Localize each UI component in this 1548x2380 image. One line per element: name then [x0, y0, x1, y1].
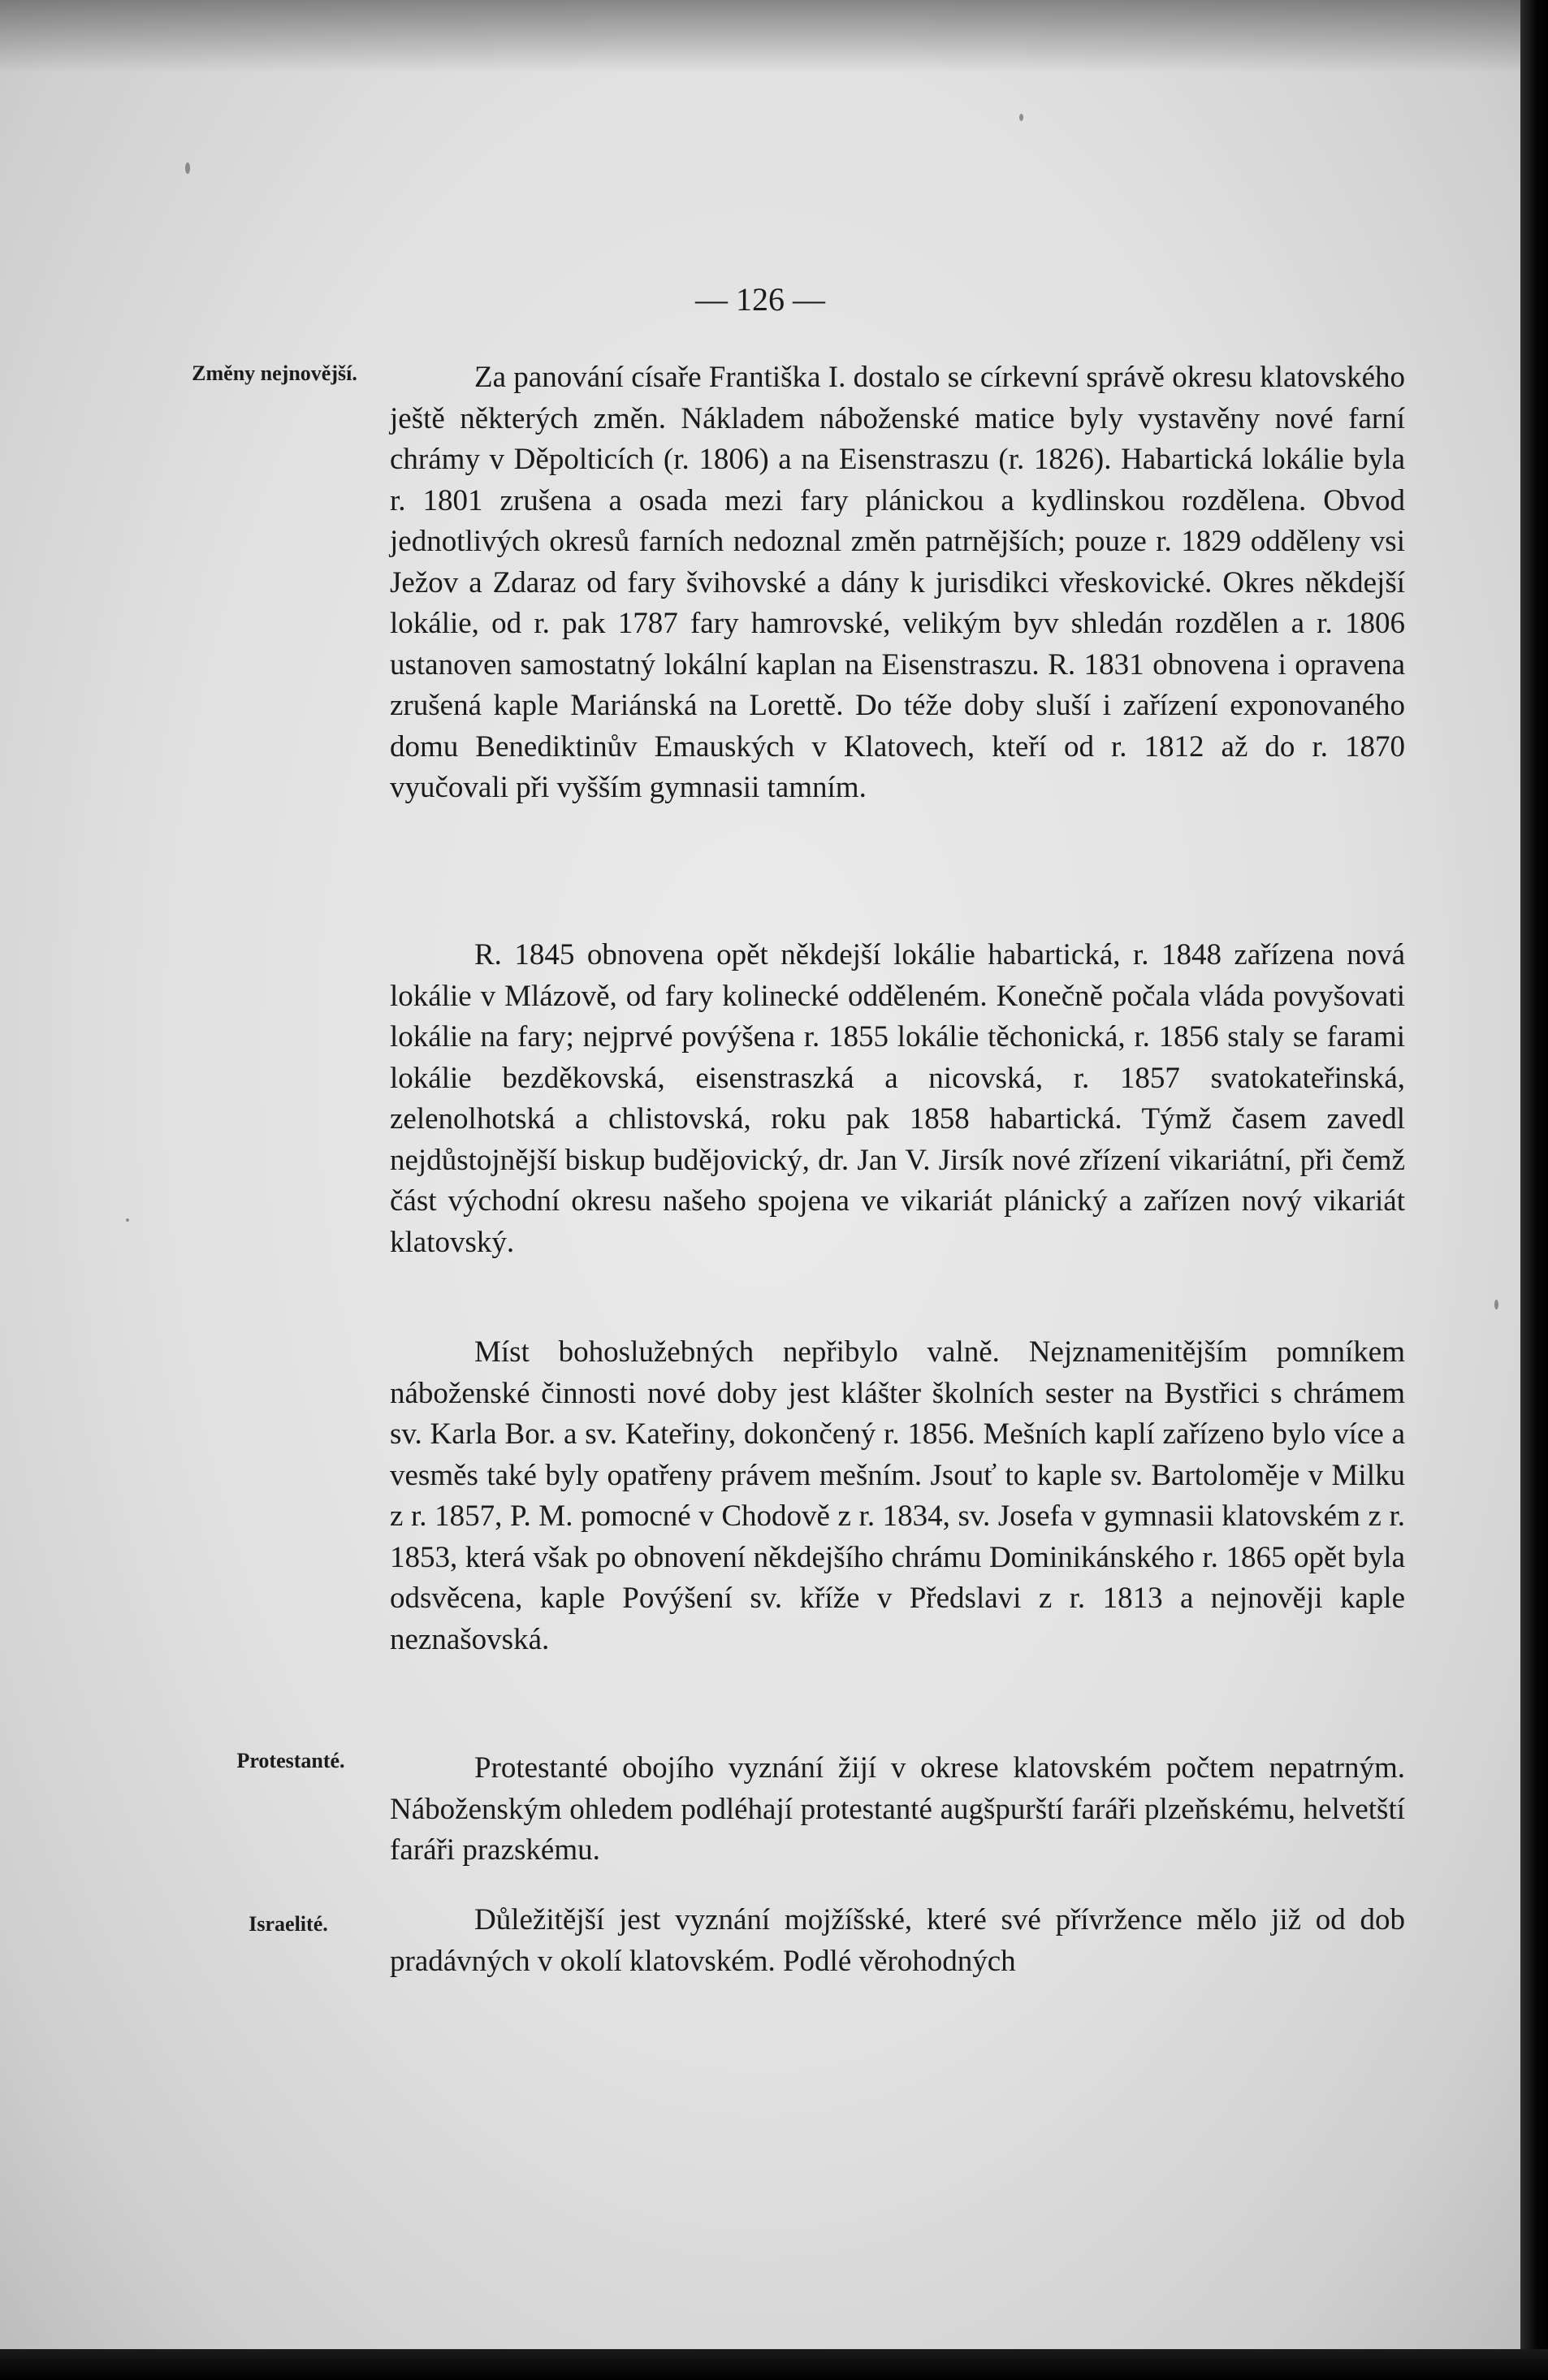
margin-note-changes: Změny nejnovější. — [192, 361, 357, 385]
scan-speck — [126, 1218, 129, 1222]
scan-shadow — [0, 0, 1520, 73]
scan-border-right — [1520, 0, 1548, 2380]
scan-border-bottom — [0, 2349, 1548, 2380]
scan-speck — [1019, 114, 1023, 121]
scan-speck — [185, 162, 190, 174]
paragraph-3: Míst bohoslužebných nepřibylo valně. Nejznamenitějším pomníkem náboženské činnosti nové doby jest klášter školních sester na Bystřici s chrámem sv. Karla Bor. a sv. Kateřiny, dokončený r. 1856. Mešních kaplí zařízeno bylo více a vesměs také byly opatřeny právem mešním. Jsouť to kaple sv. Bartoloměje v Milku z r. 1857, P. M. pomocné v Chodově z r. 1834, sv. Josefa v gymnasii klatovském z r. 1853, která však po obnovení někdejšího chrámu Dominikánského r. 1865 opět byla odsvěcena, kaple Povýšení sv. kříže v Předslavi z r. 1813 a nejnověji kaple neznašovská. — [390, 1335, 1405, 1656]
paragraph-4: Protestanté obojího vyznání žijí v okrese klatovském počtem nepatrným. Náboženským ohledem podléhají protestanté augšpurští faráři plzeňskému, helvetští faráři prazskému. — [390, 1751, 1405, 1867]
paragraph-2: R. 1845 obnovena opět někdejší lokálie habartická, r. 1848 zařízena nová lokálie v Mlázově, od fary kolinecké odděleném. Konečně počala vláda povyšovati lokálie na fary; nejprvé povýšena r. 1855 lokálie těchonická, r. 1856 staly se farami lokálie bezděkovská, eisenstraszká a nicovská, r. 1857 svatokateřinská, zelenolhotská a chlistovská, roku pak 1858 habartická. Týmž časem zavedl nejdůstojnější biskup budějovický, dr. Jan V. Jirsík nové zřízení vikariátní, při čemž část východní okresu našeho spojena ve vikariát plánický a zařízen nový vikariát klatovský. — [390, 938, 1405, 1259]
margin-note-protestants: Protestanté. — [236, 1749, 345, 1772]
page-number: — 126 — — [695, 281, 825, 318]
margin-note-israelites: Israelité. — [249, 1912, 328, 1936]
paragraph-5: Důležitější jest vyznání mojžíšské, které své přívržence mělo již od dob pradávných v okolí klatovském. Podlé věrohodných — [390, 1903, 1405, 1978]
scan-speck — [1494, 1300, 1498, 1309]
paragraph-1: Za panování císaře Františka I. dostalo se církevní správě okresu klatovského ještě některých změn. Nákladem náboženské matice byly vystavěny nové farní chrámy v Děpolticích (r. 1806) a na Eisenstraszu (r. 1826). Habartická lokálie byla r. 1801 zrušena a osada mezi fary plánickou a kydlinskou rozdělena. Obvod jednotlivých okresů farních nedoznal změn patrnějších; pouze r. 1829 odděleny vsi Ježov a Zdaraz od fary švihovské a dány k jurisdikci vřeskovické. Okres někdejší lokálie, od r. pak 1787 fary hamrovské, velikým byv shledán rozdělen a r. 1806 ustanoven samostatný lokální kaplan na Eisenstraszu. R. 1831 obnovena i opravena zrušená kaple Mariánská na Lorettě. Do téže doby sluší i zařízení exponovaného domu Benediktinův Emauských v Klatovech, kteří od r. 1812 až do r. 1870 vyučovali při vyšším gymnasii tamním. — [390, 361, 1405, 804]
